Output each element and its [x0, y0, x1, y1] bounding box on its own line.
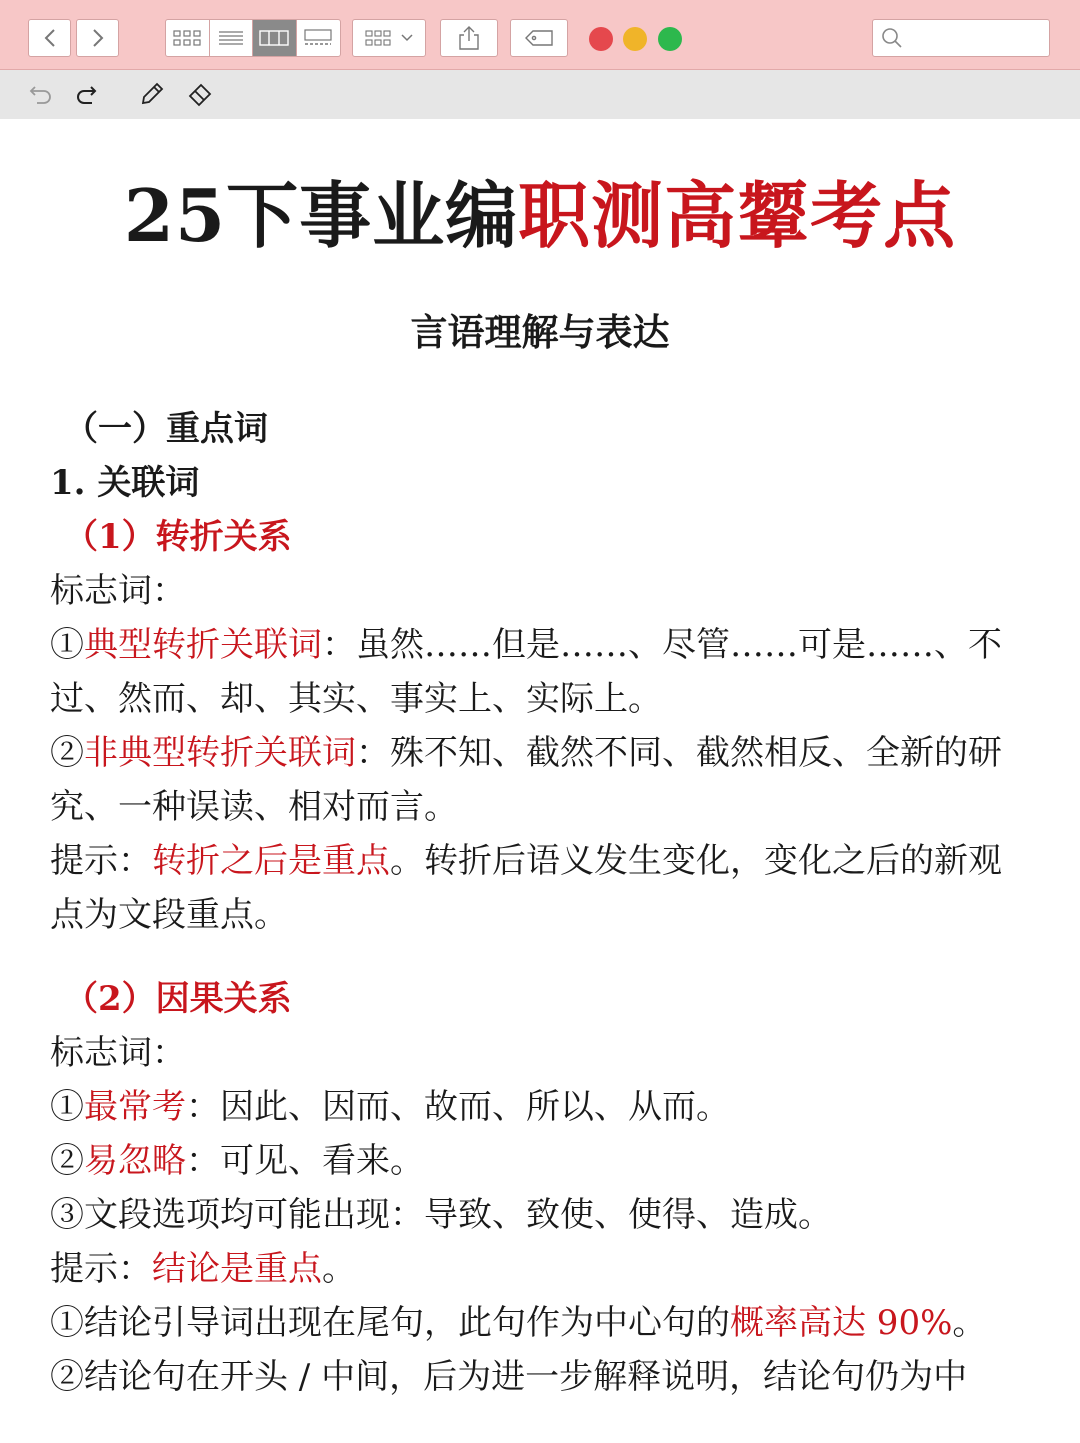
part2-item2 — [50, 1134, 1040, 1188]
window-toolbar — [0, 0, 1080, 70]
back-button[interactable] — [28, 19, 71, 57]
redo-button[interactable] — [73, 80, 101, 108]
item-text: ：可见、看来。 — [186, 1141, 424, 1181]
eraser-icon — [187, 81, 213, 107]
section-heading: （一）重点词 — [64, 409, 268, 449]
minimize-window-light[interactable] — [623, 27, 647, 51]
part2-heading: （2）因果关系 — [64, 979, 292, 1019]
title-red-part: 职测高颦考点 — [518, 173, 957, 258]
arrange-grid-icon — [365, 30, 393, 46]
tag-button[interactable] — [510, 19, 568, 57]
item-text: ：殊不知、截然不同、截然相反、全新的研 — [356, 733, 1002, 773]
part1-heading: （1）转折关系 — [64, 517, 292, 557]
part1-item2-line1 — [50, 726, 1040, 780]
part2-tip — [50, 1242, 1040, 1296]
part1-tip-line2: 点为文段重点。 — [50, 895, 288, 935]
point-end: 。 — [952, 1303, 987, 1343]
item-number: ① — [50, 1087, 84, 1127]
arrange-dropdown-button[interactable] — [352, 19, 426, 57]
tag-icon — [524, 29, 554, 47]
part1-item1-line2: 过、然而、却、其实、事实上、实际上。 — [50, 679, 662, 719]
document-page — [0, 119, 1080, 1443]
search-field[interactable] — [872, 19, 1050, 57]
tip-key: 转折之后是重点 — [152, 841, 390, 881]
part2-item3: ③文段选项均可能出现：导致、致使、使得、造成。 — [50, 1195, 832, 1235]
grid-icon — [172, 29, 202, 47]
pencil-tool-button[interactable] — [138, 80, 166, 108]
key-term: 非典型转折关联词 — [84, 733, 356, 773]
tip-label: 提示： — [50, 841, 152, 881]
zoom-window-light[interactable] — [658, 27, 682, 51]
part2-point2: ②结论句在开头 / 中间，后为进一步解释说明，结论句仍为中 — [50, 1357, 968, 1397]
part2-item1 — [50, 1080, 1040, 1134]
part1-item2-line2: 究、一种误读、相对而言。 — [50, 787, 458, 827]
grid-view-button[interactable] — [166, 20, 210, 56]
part2-marker-label: 标志词： — [50, 1033, 186, 1073]
item-number: ① — [50, 625, 84, 665]
eraser-tool-button[interactable] — [186, 80, 214, 108]
item-number: ② — [50, 1141, 84, 1181]
chevron-down-icon — [401, 34, 413, 42]
document-title — [0, 171, 1080, 261]
chevron-left-icon — [43, 28, 57, 48]
pencil-icon — [139, 81, 165, 107]
part1-tip-line1 — [50, 834, 1040, 888]
document-subtitle: 言语理解与表达 — [410, 310, 670, 354]
search-icon — [881, 27, 903, 49]
columns-icon — [259, 29, 289, 47]
list-icon — [218, 29, 244, 47]
key-term: 最常考 — [84, 1087, 186, 1127]
share-icon — [458, 25, 480, 51]
list-view-button[interactable] — [210, 20, 254, 56]
close-window-light[interactable] — [589, 27, 613, 51]
item-number: ② — [50, 733, 84, 773]
key-term: 典型转折关联词 — [84, 625, 322, 665]
tip-key: 结论是重点 — [152, 1249, 322, 1289]
undo-icon — [29, 83, 55, 105]
part1-item1-line1 — [50, 618, 1040, 672]
key-term: 易忽略 — [84, 1141, 186, 1181]
column-view-button[interactable] — [253, 20, 297, 56]
gallery-view-button[interactable] — [297, 20, 340, 56]
tip-label: 提示： — [50, 1249, 152, 1289]
title-black-part: 25下事业编 — [123, 173, 519, 258]
tip-end: 。 — [322, 1249, 356, 1289]
item-text: ：虽然……但是……、尽管……可是……、不 — [322, 625, 1002, 665]
chevron-right-icon — [91, 28, 105, 48]
point-text: ①结论引导词出现在尾句，此句作为中心句的 — [50, 1303, 730, 1343]
point-key: 概率高达 90% — [730, 1303, 953, 1343]
search-input[interactable] — [909, 28, 1043, 48]
item-text: ：因此、因而、故而、所以、从而。 — [186, 1087, 730, 1127]
undo-button[interactable] — [28, 80, 56, 108]
share-button[interactable] — [440, 19, 498, 57]
tip-text: 。转折后语义发生变化，变化之后的新观 — [390, 841, 1002, 881]
part1-marker-label: 标志词： — [50, 571, 186, 611]
view-mode-segmented-control — [165, 19, 341, 57]
redo-icon — [74, 83, 100, 105]
part2-point1 — [50, 1296, 1040, 1350]
forward-button[interactable] — [76, 19, 119, 57]
subsection-heading: 1. 关联词 — [50, 463, 200, 503]
gallery-icon — [303, 29, 333, 47]
